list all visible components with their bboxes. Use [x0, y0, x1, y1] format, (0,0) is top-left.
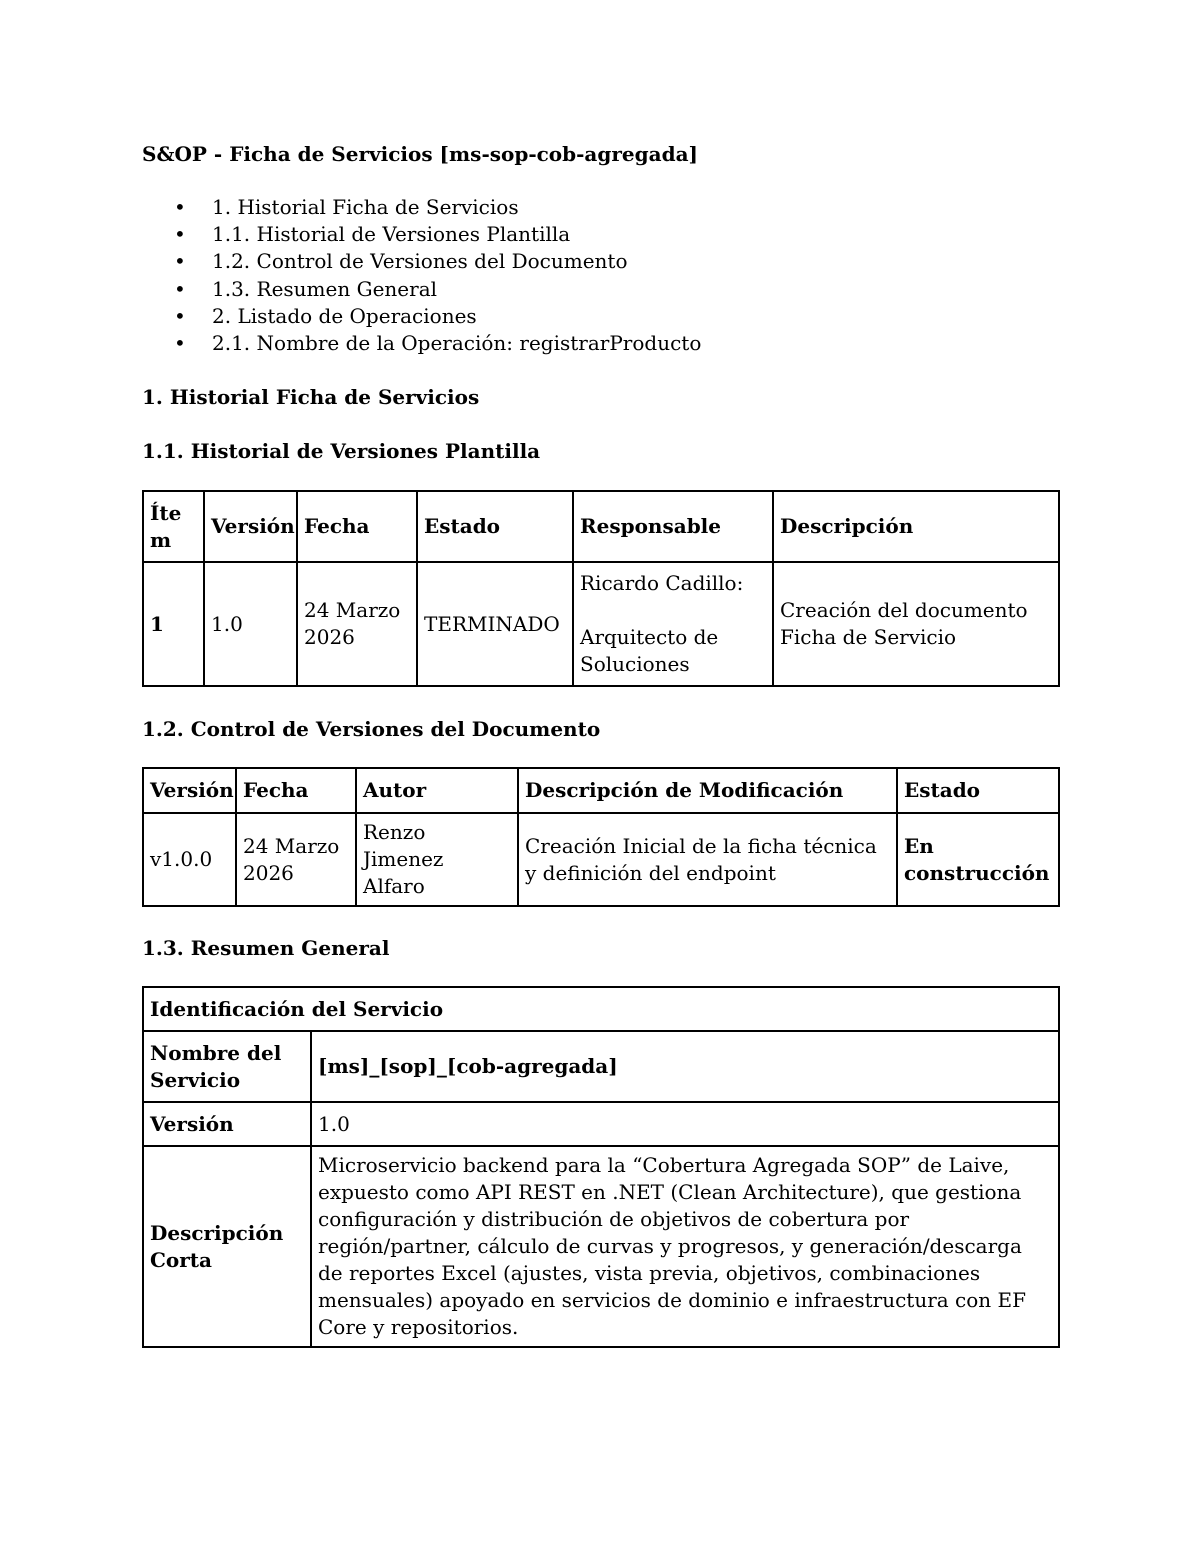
table-row	[143, 1146, 1059, 1347]
header-item: Íte m	[143, 491, 204, 562]
row-label: Nombre del Servicio	[143, 1031, 311, 1102]
header-version: Versión	[204, 491, 297, 562]
cell-autor: Renzo Jimenez Alfaro	[356, 813, 518, 906]
cell-version: 1.0	[204, 562, 297, 686]
header-descripcion: Descripción	[773, 491, 1059, 562]
table-row	[143, 1102, 1059, 1146]
cell-fecha: 24 Marzo 2026	[236, 813, 356, 906]
cell-estado: TERMINADO	[417, 562, 573, 686]
bullet-icon: •	[174, 331, 186, 356]
bullet-icon: •	[174, 249, 186, 274]
toc-item[interactable]: • 2.1. Nombre de la Operación: registrarProducto	[142, 330, 1058, 357]
toc-item[interactable]: • 1.1. Historial de Versiones Plantilla	[142, 221, 1058, 248]
cell-item: 1	[143, 562, 204, 686]
header-fecha: Fecha	[236, 768, 356, 813]
header-fecha: Fecha	[297, 491, 417, 562]
cell-descripcion: Creación Inicial de la ficha técnica y definición del endpoint	[518, 813, 897, 906]
bullet-icon: •	[174, 303, 186, 328]
section-1-3-heading: 1.3. Resumen General	[142, 936, 390, 961]
cell-estado: En construcción	[897, 813, 1059, 906]
table-row	[143, 1031, 1059, 1102]
row-value: Microservicio backend para la “Cobertura Agregada SOP” de Laive, expuesto como API REST en .NET (Clean Architecture), que gestiona configuración y distribución de objetivos de cobertura por región/partner, cálculo de curvas y progresos, y generación/descarga de reportes Excel (ajustes, vista previa, objetivos, combinaciones mensuales) apoyado en servicios de dominio e infraestructura con EF Core y repositorios.	[311, 1146, 1059, 1347]
header-autor: Autor	[356, 768, 518, 813]
section-1-1-heading: 1.1. Historial de Versiones Plantilla	[142, 439, 541, 464]
row-value: [ms]_[sop]_[cob-agregada]	[311, 1031, 1059, 1102]
cell-fecha: 24 Marzo 2026	[297, 562, 417, 686]
header-estado: Estado	[417, 491, 573, 562]
section-1-2-heading: 1.2. Control de Versiones del Documento	[142, 717, 601, 742]
row-label: Versión	[143, 1102, 311, 1146]
responsable-name: Ricardo Cadillo:	[580, 571, 744, 596]
bullet-icon: •	[174, 195, 186, 219]
table-of-contents	[142, 194, 1058, 357]
header-version: Versión	[143, 768, 236, 813]
document-title: S&OP - Ficha de Servicios [ms-sop-cob-agregada]	[142, 142, 698, 166]
bullet-icon: •	[174, 222, 186, 247]
document-page	[142, 140, 1058, 1348]
cell-descripcion: Creación del documento Ficha de Servicio	[773, 562, 1059, 686]
section-1-heading: 1. Historial Ficha de Servicios	[142, 385, 480, 410]
header-descripcion-modificacion: Descripción de Modificación	[518, 768, 897, 813]
toc-item[interactable]: • 1.3. Resumen General	[142, 276, 1058, 303]
table-header-row	[143, 491, 1059, 562]
toc-item[interactable]: • 1. Historial Ficha de Servicios	[142, 194, 1058, 221]
row-value: 1.0	[311, 1102, 1059, 1146]
table-row	[143, 813, 1059, 906]
table-title: Identificación del Servicio	[143, 987, 1059, 1031]
header-responsable: Responsable	[573, 491, 773, 562]
header-estado: Estado	[897, 768, 1059, 813]
bullet-icon: •	[174, 276, 186, 301]
document-versions-table	[142, 767, 1060, 907]
cell-responsable	[573, 562, 773, 686]
table-header-row	[143, 768, 1059, 813]
service-summary-table	[142, 986, 1060, 1348]
blank-line	[580, 597, 766, 624]
table-row	[143, 562, 1059, 686]
toc-item[interactable]: • 2. Listado de Operaciones	[142, 303, 1058, 330]
row-label: Descripción Corta	[143, 1146, 311, 1347]
cell-version: v1.0.0	[143, 813, 236, 906]
responsable-role: Arquitecto de Soluciones	[580, 625, 719, 677]
table-title-row	[143, 987, 1059, 1031]
toc-item[interactable]: • 1.2. Control de Versiones del Documento	[142, 248, 1058, 275]
template-versions-table	[142, 490, 1060, 687]
